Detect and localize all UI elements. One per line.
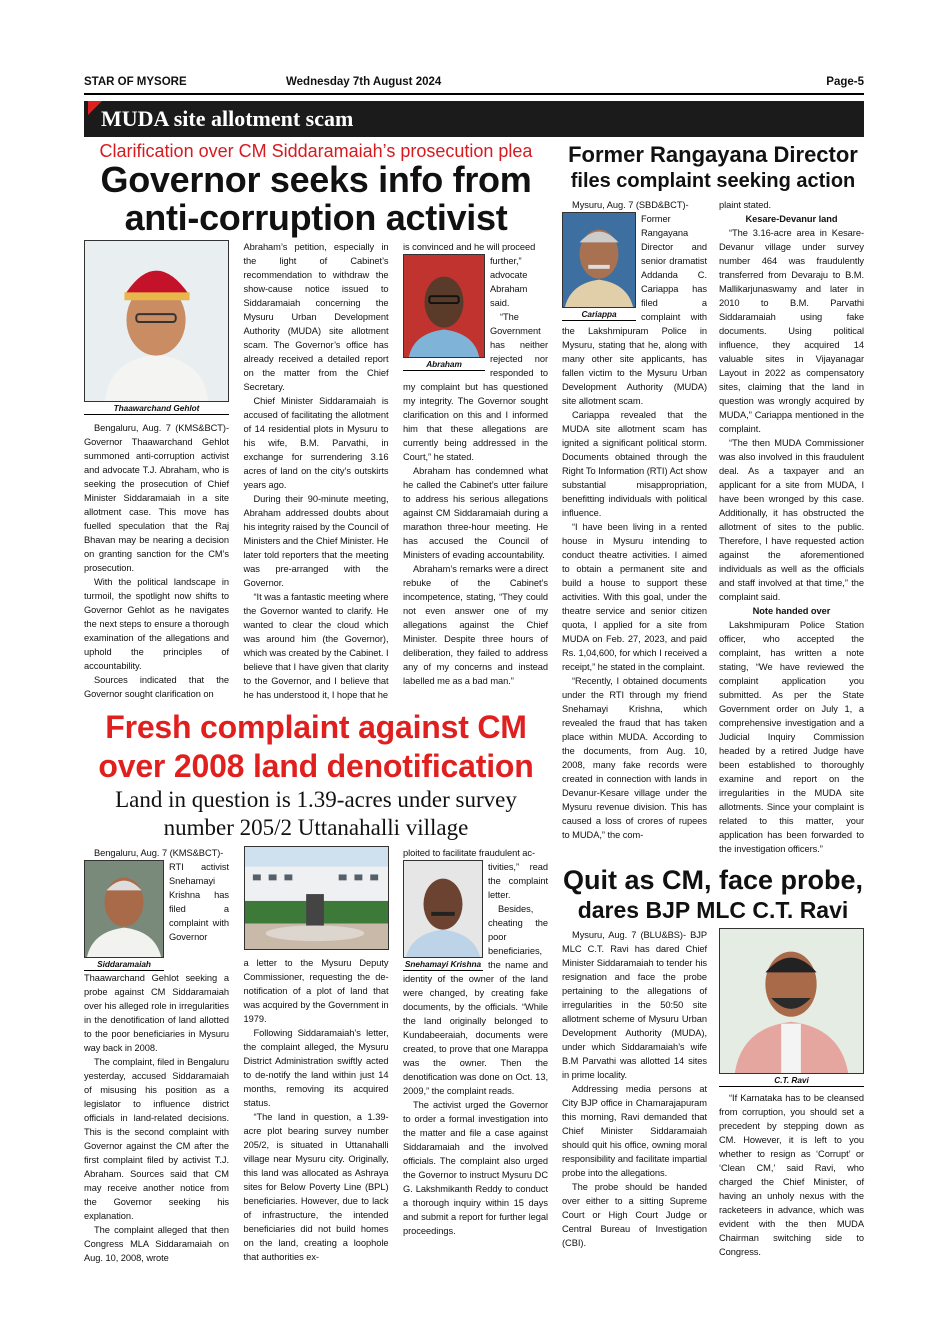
paragraph: Besides, cheating the poor beneficiaries, the name and identity of the owner of the land were changed, by creating fake documents, by the officials. “While the land originally belonged to Kundabeeraiah, documents were created, to prove that one Marappa was the owner. Then the denotification was done on Oct. 13, 2009,” the complaint reads.: [403, 904, 548, 1096]
paragraph: Abraham has condemned what he called the Cabinet’s utter failure to address his serious allegations against CM Siddaramaiah during a marathon three-hour meeting. He has accused the Council of Ministers of evading accountability.: [403, 466, 548, 560]
paragraph: Sources indicated that the Governor sought clarification on: [84, 675, 229, 699]
abraham-photo-box: [403, 254, 485, 371]
story2-headline: [84, 708, 548, 786]
paragraph: With the political landscape in turmoil, the spotlight now shifts to Governor Gehlot as he navigates the next steps to ensure a thorough examination of the allegations and uphold the principles of accountability.: [84, 577, 229, 671]
paragraph: Addressing media persons at City BJP office in Chamarajapuram this morning, Ravi demanded that Chief Minister Siddaramaiah should quit his office, owning moral responsibility and facilitate impartial probe into the allegations.: [562, 1084, 707, 1178]
headline-line: Fresh complaint against CM: [105, 709, 527, 745]
subheadline-line: Land in question is 1.39-acres under survey: [115, 787, 517, 812]
article-text-line: plaint stated.: [719, 200, 772, 210]
snehamayi-photo-box: [403, 860, 483, 971]
photo-caption: Thaawarchand Gehlot: [84, 402, 229, 415]
article-text: [719, 618, 864, 856]
paragraph: Following Siddaramaiah’s letter, the complaint alleged, the Mysuru District Administration swiftly acted to de-notify the land within just 14 months, removing its acquired status.: [243, 1028, 389, 1108]
story2-body: [84, 846, 548, 1265]
story1-column-2: [244, 240, 389, 702]
paragraph: The activist urged the Governor to order a formal investigation into the matter and file a case against Siddaramaiah and the involved officials. The complaint also urged the Governor to instruct Mysuru DC G. Lakshmikanth Reddy to conduct a thorough inquiry within 15 days and submit a report for further legal proceedings.: [403, 1100, 548, 1236]
story3-column-4: [562, 198, 707, 842]
dateline: Bengaluru, Aug. 7 (KMS&BCT)-: [94, 848, 224, 858]
abraham-photo: [403, 254, 485, 358]
article-text: [244, 240, 389, 702]
snehamayi-krishna-photo: [403, 860, 483, 958]
story2-column-1: [84, 846, 229, 1265]
photo-caption: C.T. Ravi: [719, 1074, 864, 1087]
story4-headline-line1: Quit as CM, face probe,: [562, 865, 864, 895]
paragraph: “Recently, I obtained documents under the RTI through my friend Snehamayi Krishna, which revealed the fraud that has taken place within MUDA. According to the documents, from Aug. 10, 2008, many fake records were created in connection with lands in Devanur-Kesare village under the Mysuru revenue division. This has caused a loss of crores of rupees to MUDA,” the com-: [562, 676, 707, 840]
article-text-line: ploited to facilitate fraudulent ac-: [403, 848, 536, 858]
cariappa-photo: [562, 212, 636, 308]
story1-headline: [84, 161, 548, 237]
paragraph: Cariappa revealed that the MUDA site allotment scam has ignited a significant political storm. Documents obtained through the Right To Information (RTI) Act show substantial misappropriation, benefitting individuals with political influence.: [562, 410, 707, 518]
story2-column-2: [244, 846, 389, 1264]
article-text: [84, 421, 229, 701]
page-number: Page-5: [826, 76, 864, 88]
section-title: MUDA site allotment scam: [101, 106, 354, 131]
paragraph: “I have been living in a rented house in Mysuru intending to conduct theatre activities. I aimed to obtain a permanent site and build a house to support these activities. With this goal, under the theatre service and senior citizen quota, I applied for a site from MUDA on Feb. 27, 2023, and paid Rs. 1,04,600, for which I received a receipt,” he stated in the complaint.: [562, 522, 707, 672]
headline-line: anti-corruption activist: [124, 197, 508, 238]
muda-office-photo: [244, 846, 389, 950]
left-region: [84, 141, 548, 1265]
subheadline-line: number 205/2 Uttanahalli village: [163, 815, 469, 840]
photo-caption: Siddaramaiah: [84, 958, 164, 971]
paragraph: “The land in question, a 1.39-acre plot bearing survey number 205/2, is situated in Uttanahalli village near Mysuru city. Originally, this land was allocated as Ashraya sites for Below Poverty Line (BPL) beneficiaries. However, due to lack of infrastructure, the intended beneficiaries did not build homes on the land, creating a loophole that authorities ex-: [243, 1112, 389, 1262]
story1-column-3: [403, 240, 548, 688]
ct-ravi-photo: [719, 928, 864, 1074]
paragraph: “The 3.16-acre area in Kesare-Devanur village under survey number 464 was fraudulently transferred from Devaraju to B.M. Mallikarjunaswamy and later in 2010 to B.M. Parvathi Siddaramaiah using fake documents. Using political influence, they acquired 14 valuable sites in Vijayanagar Layout in 2022 as compensatory sites, claiming that the land in question was wrongly acquired by MUDA,” Cariappa mentioned in the complaint.: [719, 228, 864, 434]
story4-column-4: [562, 928, 707, 1250]
right-region: [562, 141, 864, 1259]
headline-line: Governor seeks info from: [100, 159, 532, 200]
paragraph: “It was a fantastic meeting where the Governor wanted to clarify. He wanted to clear the cloud which was around him (the Governor), which was created by the Cabinet. I believe that I have given that clarity to the Governor, and I believe that he has understood it, I hope that he: [243, 592, 389, 700]
paragraph: Abraham’s petition, especially in the light of Cabinet’s recommendation to withdraw the show-cause notice issued to Siddaramaiah concerning the Mysuru Urban Development Authority (MUDA) site allotment scam. The Governor’s office has already received a detailed report on the matter from the Chief Secretary.: [243, 242, 389, 392]
cariappa-photo-box: [562, 212, 636, 321]
subheading: Note handed over: [752, 606, 831, 616]
paragraph: further,” advocate Abraham said.: [490, 256, 528, 308]
dateline: Mysuru, Aug. 7 (SBD&BCT)-: [572, 200, 689, 210]
paragraph: Chief Minister Siddaramaiah is accused of facilitating the allotment of 14 residential plots in Mysuru to his wife, B.M. Parvathi, in exchange for surrendering 3.16 acres of land on the city’s outskirts years ago.: [243, 396, 389, 490]
story1-kicker: Clarification over CM Siddaramaiah’s prosecution plea: [99, 141, 533, 161]
paragraph: Bengaluru, Aug. 7 (KMS&BCT)- Governor Thaawarchand Gehlot summoned anti-corruption activist and advocate T.J. Abraham, who is seeking the prosecution of Chief Minister Siddaramaiah in a site allotment case. This move has fuelled speculation that the Raj Bhavan may be nearing a decision on granting sanction for the CM’s prosecution.: [84, 423, 229, 573]
paragraph: Abraham’s remarks were a direct rebuke of the Cabinet’s incompetence, stating, “They could not even answer one of my allegations against the Chief Minister. Despite three hours of deliberation, they failed to address any of my concerns and instead labelled me as a bad man.”: [403, 564, 548, 686]
paragraph: Mysuru, Aug. 7 (BLU&BS)- BJP MLC C.T. Ravi has dared Chief Minister Siddaramaiah to tender his resignation and face the probe pertaining to the allegations of irregularities in the 50:50 site allotment scheme of Mysuru Urban Development Authority (MUDA), under which Siddaramaiah’s wife B.M Parvathi was allotted 14 sites in prime locality.: [562, 930, 707, 1080]
paragraph: “If Karnataka has to be cleansed from corruption, you should set a precedent by stepping down as CM. However, it is left to you whether to resign as ‘Corrupt’ or ‘Clean CM,’ said Ravi, who charged the Chief Minister, of having an unholy nexus with the racketeers in advance, which was evident with the then MUDA Chairman switching side to Congress.: [719, 1093, 864, 1257]
article-text: [562, 928, 707, 1250]
story3-body: [562, 198, 864, 856]
paragraph: The complaint alleged that then Congress MLA Siddaramaiah on Aug. 10, 2008, wrote: [84, 1225, 229, 1263]
story4-column-5: [719, 928, 864, 1259]
paragraph: Former Rangayana Director and senior dramatist Addanda C. Cariappa has filed a complaint with the Lakshmipuram Police in Mysuru, stating that he, along with many other site applicants, has fallen victim to the Mysuru Urban Development Authority (MUDA) site allotment scam.: [562, 214, 707, 406]
paragraph: “The Government has neither rejected nor responded to my complaint but has questioned my integrity. The Governor sought clarification on this and I informed him that these allegations are currently being addressed in the Court,” he stated.: [403, 312, 548, 462]
headline-line: over 2008 land denotification: [98, 748, 534, 784]
paragraph: During their 90-minute meeting, Abraham addressed doubts about his integrity raised by the Council of Ministers and the Chief Minister. He later told reporters that the meeting was pre-arranged with the Governor.: [243, 494, 389, 588]
story2-subheadline: [84, 786, 548, 842]
photo-caption: Snehamayi Krishna: [404, 959, 482, 969]
paragraph: a letter to the Mysuru Deputy Commissioner, requesting the de-notification of a plot of land that was acquired by the Government in 1979.: [243, 958, 389, 1024]
article-text: [244, 956, 389, 1264]
paragraph: “The then MUDA Commissioner was also involved in this fraudulent deal. As a taxpayer and an applicant for a site from MUDA, I have been wronged by this case. Additionally, it has obstructed the allotment of sites to the public. Therefore, I have requested action against the aforementioned individuals as well as the officials and staff involved at that time,” the complaint said.: [719, 438, 864, 602]
story4-body: [562, 928, 864, 1259]
article-text: [719, 1091, 864, 1259]
story3-headline-line2: files complaint seeking action: [570, 170, 856, 192]
story3-headline-line1: Former Rangayana Director: [568, 142, 858, 167]
red-corner-mark: [88, 101, 102, 115]
section-band: [84, 101, 864, 137]
paragraph: The complaint, filed in Bengaluru yesterday, accused Siddaramaiah of misusing his position as a legislator to influence district officials in land-related decisions. This is the second complaint with Governor against the CM after the first complaint filed by activist T.J. Abraham. Sources said that CM may receive another notice from the Governor seeking his explanation.: [84, 1057, 229, 1221]
subheading: Kesare-Devanur land: [745, 214, 838, 224]
photo-caption: Abraham: [403, 358, 485, 371]
photo-caption: Cariappa: [562, 308, 636, 321]
paragraph: tivities,” read the complaint letter.: [488, 862, 548, 900]
story2-column-3: [403, 846, 548, 1238]
issue-date: Wednesday 7th August 2024: [286, 76, 442, 88]
story4-headline-line2: dares BJP MLC C.T. Ravi: [577, 897, 849, 923]
paragraph: The probe should be handed over either to a sitting Supreme Court or High Court Judge or Central Bureau of Investigation (CBI).: [562, 1182, 707, 1248]
paragraph: Lakshmipuram Police Station officer, who accepted the complaint, has written a note stating, “We have reviewed the complaint application you submitted. As per the State Government order on July 1, a comprehensive investigation and a Judicial Inquiry Commission headed by a retired Judge have been established to thoroughly examine and report on the irregularities in the MUDA site allotments. Since your complaint is related to this matter, your application has been forwarded to the investigation officers.”: [719, 620, 864, 854]
newspaper-name: STAR OF MYSORE: [84, 76, 187, 88]
story1-column-1: [84, 240, 229, 701]
article-text-line: is convinced and he will proceed: [403, 242, 536, 252]
masthead-rule: [84, 93, 864, 95]
siddaramaiah-photo: [84, 860, 164, 958]
gehlot-photo: [84, 240, 229, 402]
article-text: [719, 226, 864, 604]
story1-body: [84, 240, 548, 702]
paragraph: RTI activist Snehamayi Krishna has filed a complaint with Governor Thaawarchand Gehlot seeking a probe against CM Siddaramaiah over his alleged role in irregularities in the denotification of land allotted to the poor beneficiaries in Mysuru way back in 2008.: [84, 862, 229, 1053]
story3-column-5: [719, 198, 864, 856]
siddaramaiah-photo-box: [84, 860, 164, 971]
